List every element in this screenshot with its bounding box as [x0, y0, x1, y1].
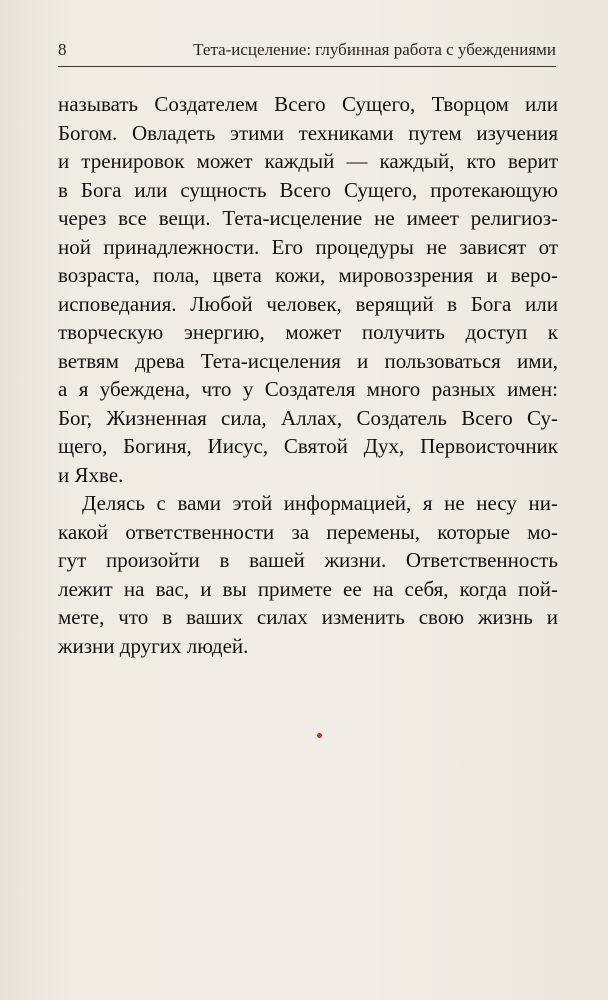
text-line: ветвям древа Тета-исцеления и пользоваться ими,: [58, 348, 558, 373]
text-line: возраста, пола, цвета кожи, мировоззрения и веро-: [58, 263, 558, 287]
text-line: лежит на вас, и вы примете ее на себя, когда пой-: [58, 576, 558, 601]
running-title: Тета-исцеление: глубинная работа с убеждениями: [193, 40, 556, 59]
text-line: и Яхве.: [58, 462, 124, 487]
paragraph-2: [58, 489, 558, 660]
text-line: а я убеждена, что у Создателя много разных имен:: [58, 377, 558, 401]
text-line: через все вещи. Тета-исцеление не имеет религиоз-: [58, 206, 558, 230]
text-line: в Бога или сущность Всего Сущего, протекающую: [58, 177, 558, 202]
paragraph-1: [58, 90, 558, 489]
text-line: творческую энергию, может получить доступ к: [58, 320, 558, 344]
ink-spot: [317, 733, 322, 738]
header-rule: [58, 66, 556, 67]
text-line: ной принадлежности. Его процедуры не зависят от: [58, 234, 558, 259]
text-line: называть Создателем Всего Сущего, Творцом или: [58, 92, 558, 116]
text-line: исповедания. Любой человек, верящий в Бога или: [58, 291, 558, 316]
text-line: гут произойти в вашей жизни. Ответственность: [58, 548, 558, 572]
text-line: Богом. Овладеть этими техниками путем изучения: [58, 120, 558, 145]
text-line: жизни других людей.: [58, 633, 249, 658]
text-line: Делясь с вами этой информацией, я не несу ни-: [82, 491, 558, 515]
running-head: [58, 40, 556, 64]
page-number: 8: [58, 40, 67, 59]
text-line: какой ответственности за перемены, которые мо-: [58, 519, 558, 544]
text-line: и тренировок может каждый — каждый, кто верит: [58, 149, 558, 173]
text-line: щего, Богиня, Иисус, Святой Дух, Первоисточник: [58, 434, 558, 458]
text-line: мете, что в ваших силах изменить свою жизнь и: [58, 605, 558, 629]
text-line: Бог, Жизненная сила, Аллах, Создатель Всего Су-: [58, 405, 558, 430]
body-text: [58, 90, 558, 660]
